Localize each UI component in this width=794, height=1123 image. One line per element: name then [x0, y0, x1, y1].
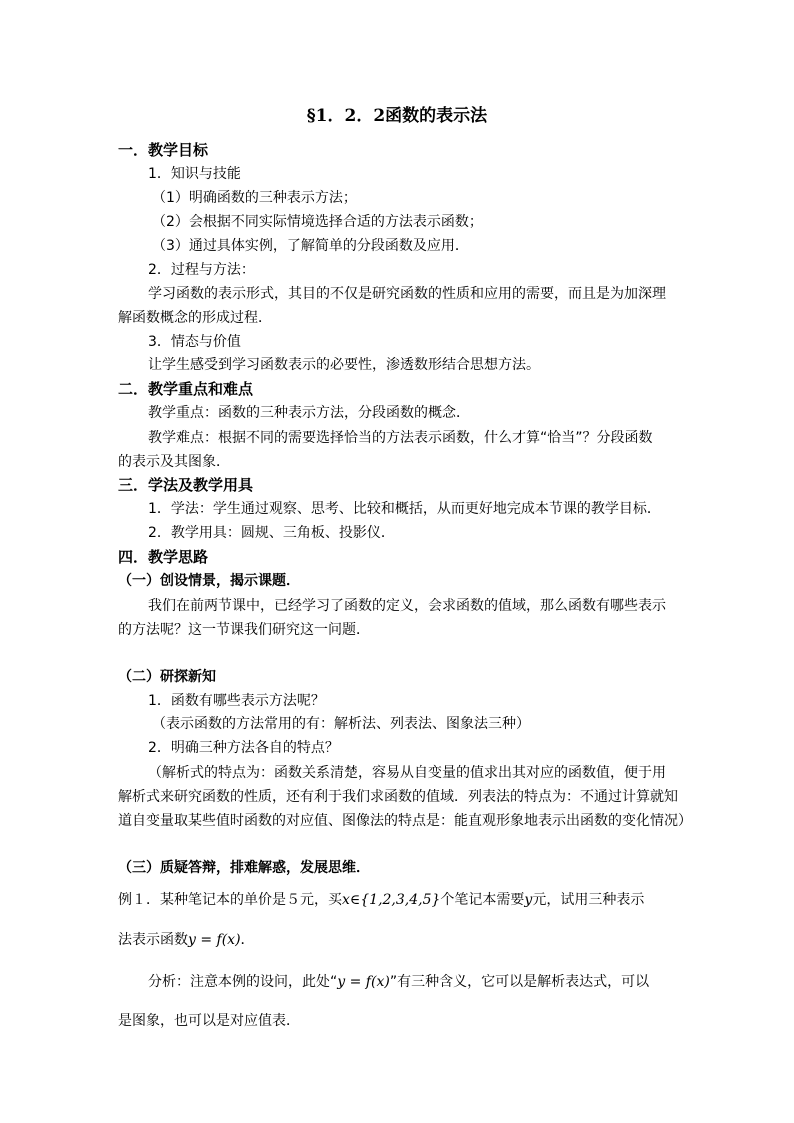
example-text: 例１．某种笔记本的单价是５元，买	[118, 892, 342, 908]
analysis-text: ”有三种含义，它可以是解析表达式，可以	[389, 974, 650, 990]
subheading-attitude-value: 3．情态与价值	[148, 334, 241, 350]
section-heading-teaching-ideas: 四．教学思路	[118, 548, 209, 566]
section-heading-objectives: 一．教学目标	[118, 141, 209, 159]
paragraph-line: 让学生感受到学习函数表示的必要性，渗透数形结合思想方法。	[148, 357, 540, 373]
subheading-process-method: 2．过程与方法：	[148, 262, 255, 278]
subheading-knowledge-skills: 1．知识与技能	[148, 166, 241, 182]
paragraph-line: （表示函数的方法常用的有：解析法、列表法、图象法三种）	[152, 716, 530, 732]
paragraph-line: （解析式的特点为：函数关系清楚，容易从自变量的值求出其对应的函数值，便于用	[148, 765, 666, 781]
subsection-heading: （二）研探新知	[118, 669, 216, 685]
example-text: 个笔记本需要	[440, 892, 525, 908]
analysis-line	[148, 972, 649, 992]
list-item: （1）明确函数的三种表示方法；	[152, 190, 357, 206]
subsection-heading: （三）质疑答辩，排难解惑，发展思维．	[118, 860, 370, 876]
math-function-expression: y = f(x)	[337, 974, 390, 990]
example-line	[118, 930, 255, 950]
math-set-expression: x∈{1,2,3,4,5}	[342, 892, 441, 908]
paragraph-line: 是图象，也可以是对应值表．	[118, 1013, 300, 1029]
paragraph-line: 的表示及其图象．	[118, 454, 230, 470]
paragraph-line: 学习函数的表示形式，其目的不仅是研究函数的性质和应用的需要，而且是为加深理	[148, 286, 666, 302]
example-text: 元，试用三种表示	[532, 892, 645, 908]
paragraph-line: 解函数概念的形成过程．	[118, 310, 272, 326]
section-heading-key-points: 二．教学重点和难点	[118, 380, 254, 398]
paragraph-line: 1．函数有哪些表示方法呢？	[148, 693, 325, 709]
subsection-heading: （一）创设情景，揭示课题．	[118, 573, 300, 589]
paragraph-line: 解析式来研究函数的性质，还有利于我们求函数的值域．列表法的特点为：不通过计算就知	[118, 789, 678, 805]
paragraph-line: 道自变量取某些值时函数的对应值、图像法的特点是：能直观形象地表示出函数的变化情况）	[118, 813, 692, 829]
paragraph-line: 2．明确三种方法各自的特点？	[148, 740, 339, 756]
paragraph-line: 2．教学用具：圆规、三角板、投影仪．	[148, 525, 395, 541]
paragraph-line: 1．学法：学生通过观察、思考、比较和概括，从而更好地完成本节课的教学目标．	[148, 501, 661, 517]
list-item: （2）会根据不同实际情境选择合适的方法表示函数；	[152, 214, 483, 230]
math-function-expression: y = f(x)	[188, 932, 241, 948]
example-text: ．	[240, 932, 255, 948]
section-heading-methods-tools: 三．学法及教学用具	[118, 476, 254, 494]
paragraph-line: 我们在前两节课中，已经学习了函数的定义，会求函数的值域，那么函数有哪些表示	[148, 598, 666, 614]
paragraph-line: 教学重点：函数的三种表示方法，分段函数的概念．	[148, 405, 470, 421]
analysis-text: 分析：注意本例的设问，此处“	[148, 974, 338, 990]
list-item: （3）通过具体实例，了解简单的分段函数及应用．	[152, 238, 469, 254]
math-variable: y	[524, 892, 533, 908]
example-text: 法表示函数	[118, 932, 188, 948]
example-line	[118, 890, 644, 910]
paragraph-line: 的方法呢？这一节课我们研究这一问题．	[118, 622, 370, 638]
page-title: §1．2．2函数的表示法	[306, 106, 488, 126]
paragraph-line: 教学难点：根据不同的需要选择恰当的方法表示函数，什么才算“恰当”？分段函数	[148, 430, 653, 446]
